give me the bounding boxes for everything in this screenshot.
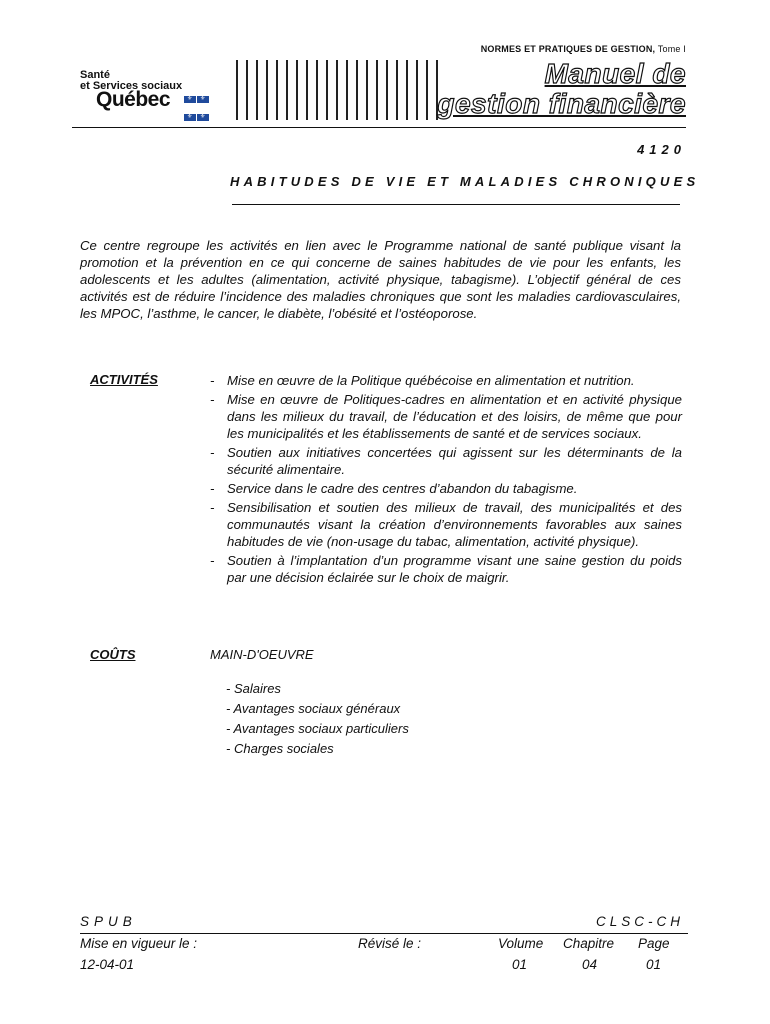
- manual-title-line-2: gestion financière: [437, 88, 686, 119]
- list-item: - Soutien à l’implantation d’un programme visant une saine gestion du poids par une décision éclairée sur le choix de maigrir.: [208, 552, 682, 586]
- logo-line-1: Santé: [80, 69, 110, 81]
- footer-right-code: CLSC-CH: [595, 914, 684, 929]
- list-item: - Charges sociales: [226, 739, 409, 759]
- header-divider: [72, 127, 686, 128]
- list-item: - Mise en œuvre de Politiques-cadres en alimentation et en activité physique dans les milieux du travail, de l’éducation et des loisirs, de même que pour les municipalités et les établissements de santé et de services sociaux.: [208, 391, 682, 442]
- list-item: - Mise en œuvre de la Politique québécoise en alimentation et nutrition.: [208, 372, 682, 389]
- list-item: - Salaires: [226, 679, 409, 699]
- quebec-flag-icon: [184, 91, 214, 127]
- footer-left-code: SPUB: [80, 914, 137, 929]
- document-series: [481, 44, 686, 54]
- footer-divider: [80, 933, 688, 934]
- main-doeuvre-heading: MAIN-D'OEUVRE: [210, 647, 314, 662]
- section-divider: [232, 204, 680, 205]
- revised-label: Révisé le :: [358, 936, 422, 951]
- activites-list: [208, 372, 682, 588]
- manual-title-line-1: Manuel de: [544, 58, 686, 89]
- list-item: - Avantages sociaux particuliers: [226, 719, 409, 739]
- list-item: - Service dans le cadre des centres d’abandon du tabagisme.: [208, 480, 682, 497]
- couts-list: [226, 679, 409, 759]
- effective-date-value: 12-04-01: [80, 957, 135, 972]
- series-tome: Tome I: [655, 44, 686, 54]
- page-label: Page: [638, 936, 670, 951]
- list-item: - Sensibilisation et soutien des milieux de travail, des municipalités et des communautés visant la création d’environnements favorables aux saines habitudes de vie (non-usage du tabac, alimentation, activité physique).: [208, 499, 682, 550]
- chapter-label: Chapitre: [563, 936, 615, 951]
- volume-value: 01: [512, 957, 528, 972]
- section-title: HABITUDES DE VIE ET MALADIES CHRONIQUES: [230, 174, 700, 189]
- list-item: - Soutien aux initiatives concertées qui agissent sur les déterminants de la sécurité alimentaire.: [208, 444, 682, 478]
- section-code: 4120: [637, 142, 686, 157]
- logo-quebec-wordmark: Québec: [96, 88, 171, 111]
- couts-label: COÛTS: [90, 647, 136, 662]
- chapter-value: 04: [582, 957, 598, 972]
- volume-label: Volume: [498, 936, 544, 951]
- series-name: NORMES ET PRATIQUES DE GESTION,: [480, 44, 656, 54]
- intro-paragraph: Ce centre regroupe les activités en lien avec le Programme national de santé publique visant la promotion et la prévention en ce qui concerne de saines habitudes de vie pour les enfants, les adolescents et les adultes (alimentation, activité physique, tabagisme). L’objectif général de ces activités est de réduire l’incidence des maladies chroniques que sont les maladies cardiovasculaires, les MPOC, l’asthme, le cancer, le diabète, l’obésité et l’ostéoporose.: [80, 238, 681, 321]
- effective-date-label: Mise en vigueur le :: [80, 936, 198, 951]
- activites-label: ACTIVITÉS: [90, 372, 158, 387]
- list-item: - Avantages sociaux généraux: [226, 699, 409, 719]
- page-number: 01: [646, 957, 662, 972]
- logo-line-2: et Services sociaux: [80, 80, 183, 92]
- barcode-decoration: [236, 60, 452, 124]
